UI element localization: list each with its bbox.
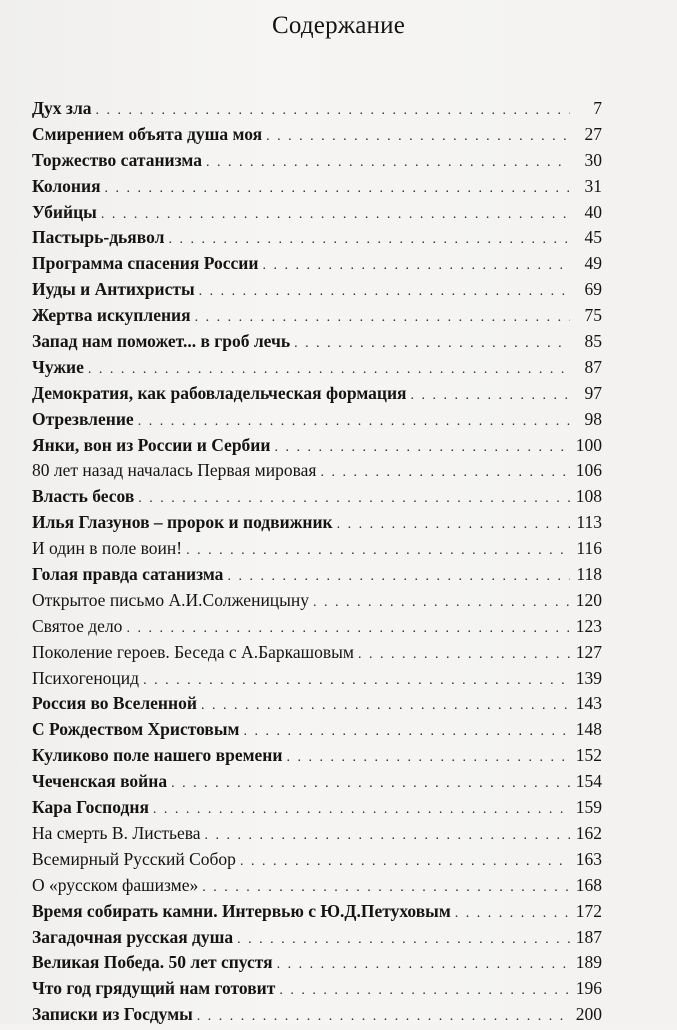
toc-entry <box>32 691 602 717</box>
toc-entry <box>32 588 602 614</box>
toc-entry-title: Чеченская война <box>32 771 168 792</box>
toc-entry <box>32 200 602 226</box>
dot-leader <box>227 564 570 590</box>
toc-entry <box>32 303 602 329</box>
dot-leader <box>88 357 570 383</box>
dot-leader <box>206 150 570 176</box>
toc-entry-page-number: 75 <box>584 305 602 326</box>
dot-leader <box>143 668 570 694</box>
toc-entry-title: Всемирный Русский Собор <box>32 848 236 869</box>
toc-entry <box>32 329 602 355</box>
toc-entry <box>32 666 602 692</box>
toc-entry-page-number: 162 <box>575 822 602 843</box>
toc-entry-page-number: 118 <box>576 564 602 585</box>
toc-entry-page-number: 108 <box>575 486 602 507</box>
toc-entry-title: С Рождеством Христовым <box>32 719 240 740</box>
toc-entry-title: Время собирать камни. Интервью с Ю.Д.Петуховым <box>32 900 451 921</box>
toc-entry-title: Власть бесов <box>32 486 135 507</box>
dot-leader <box>105 176 570 202</box>
dot-leader <box>101 202 570 228</box>
dot-leader <box>201 693 570 719</box>
toc-entry-title: Дух зла <box>32 98 92 118</box>
toc-entry-title: Отрезвление <box>32 408 134 429</box>
toc-entry <box>32 614 602 640</box>
dot-leader <box>96 98 570 124</box>
toc-entry-title: Психогеноцид <box>32 667 140 688</box>
toc-entry-title: Святое дело <box>32 615 123 636</box>
toc-entry-title: Смирением объята душа моя <box>32 123 263 144</box>
dot-leader <box>126 616 570 642</box>
toc-entry-page-number: 49 <box>584 253 602 274</box>
toc-entry <box>32 873 602 899</box>
toc-entry-title: Кара Господня <box>32 797 149 818</box>
toc-entry-page-number: 139 <box>575 667 602 688</box>
toc-entry <box>32 407 602 433</box>
dot-leader <box>313 590 570 616</box>
toc-entry <box>32 510 602 536</box>
toc-entry-page-number: 168 <box>575 874 602 895</box>
toc-entry-title: О «русском фашизме» <box>32 874 199 895</box>
dot-leader <box>337 512 570 538</box>
dot-leader <box>358 642 570 668</box>
toc-entry-page-number: 120 <box>575 589 602 610</box>
toc-entry <box>32 433 602 459</box>
toc-entry-title: Чужие <box>32 356 84 377</box>
toc-entry-title: Янки, вон из России и Сербии <box>32 434 271 455</box>
toc-entry-page-number: 30 <box>584 149 602 170</box>
dot-leader <box>455 901 570 927</box>
dot-leader <box>279 978 570 1004</box>
toc-entry <box>32 847 602 873</box>
toc-entry-title: Великая Победа. 50 лет спустя <box>32 952 273 973</box>
dot-leader <box>266 124 570 150</box>
dot-leader <box>153 797 570 823</box>
toc-entry-page-number: 45 <box>584 227 602 248</box>
toc-entry <box>32 251 602 277</box>
dot-leader <box>237 927 570 953</box>
toc-entry-title: Загадочная русская душа <box>32 926 234 947</box>
toc-entry-title: 80 лет назад началась Первая мировая <box>32 460 317 481</box>
toc-entry-page-number: 98 <box>584 408 602 429</box>
dot-leader <box>320 460 570 486</box>
toc-entry-title: Программа спасения России <box>32 253 259 274</box>
dot-leader <box>195 305 570 331</box>
toc-entry-title: И один в поле воин! <box>32 538 183 559</box>
toc-entry <box>32 821 602 847</box>
toc-entry <box>32 769 602 795</box>
toc-entry <box>32 122 602 148</box>
toc-entry-page-number: 113 <box>576 512 602 533</box>
dot-leader <box>277 952 570 978</box>
toc-entry-page-number: 69 <box>584 279 602 300</box>
dot-leader <box>138 486 570 512</box>
toc-entry-title: Иуды и Антихристы <box>32 279 195 300</box>
toc-entry-title: Торжество сатанизма <box>32 149 202 170</box>
toc-entry <box>32 484 602 510</box>
toc-entry <box>32 355 602 381</box>
toc-entry <box>32 950 602 976</box>
toc-entry-title: Илья Глазунов – пророк и подвижник <box>32 512 333 533</box>
toc-entry <box>32 976 602 1002</box>
toc-entry-title: Открытое письмо А.И.Солженицыну <box>32 589 310 610</box>
dot-leader <box>197 1004 570 1030</box>
dot-leader <box>138 409 570 435</box>
toc-entry-page-number: 97 <box>584 382 602 403</box>
toc-entry <box>32 1002 602 1028</box>
dot-leader <box>202 875 570 901</box>
toc-entry-page-number: 159 <box>575 797 602 818</box>
toc-entry <box>32 458 602 484</box>
toc-entry-page-number: 31 <box>584 175 602 196</box>
toc-entry-title: Поколение героев. Беседа с А.Баркашовым <box>32 641 354 662</box>
toc-entry-page-number: 123 <box>575 615 602 636</box>
dot-leader <box>186 538 570 564</box>
toc-entry <box>32 536 602 562</box>
toc-entry <box>32 899 602 925</box>
toc-entry-page-number: 163 <box>575 848 602 869</box>
toc-entry-page-number: 116 <box>576 538 602 559</box>
toc-entry <box>32 381 602 407</box>
toc-entry <box>32 277 602 303</box>
toc-entry-page-number: 154 <box>575 771 602 792</box>
toc-entry-page-number: 40 <box>584 201 602 222</box>
toc-entry <box>32 743 602 769</box>
toc-entry-title: Жертва искупления <box>32 305 191 326</box>
toc-entry-title: Колония <box>32 175 101 196</box>
dot-leader <box>294 331 570 357</box>
toc-entry-page-number: 106 <box>575 460 602 481</box>
toc-entry-title: На смерть В. Листьева <box>32 822 201 843</box>
toc-entry-title: Пастырь-дьявол <box>32 227 165 248</box>
toc-entry <box>32 717 602 743</box>
toc-entry-title: Убийцы <box>32 201 97 222</box>
toc-entry-page-number: 172 <box>575 900 602 921</box>
dot-leader <box>205 823 570 849</box>
dot-leader <box>199 279 570 305</box>
toc-entry <box>32 925 602 951</box>
toc-entry-title: Россия во Вселенной <box>32 693 197 714</box>
dot-leader <box>286 745 570 771</box>
dot-leader <box>168 227 570 253</box>
toc-entry-page-number: 87 <box>584 356 602 377</box>
toc-entry-page-number: 152 <box>575 745 602 766</box>
toc-entry-page-number: 189 <box>575 952 602 973</box>
toc-entry <box>32 640 602 666</box>
table-of-contents <box>32 96 602 1028</box>
toc-entry-page-number: 200 <box>575 1004 602 1025</box>
toc-entry-title: Куликово поле нашего времени <box>32 745 283 766</box>
dot-leader <box>262 253 570 279</box>
toc-entry <box>32 795 602 821</box>
toc-entry-title: Демократия, как рабовладельческая формация <box>32 382 407 403</box>
dot-leader <box>240 849 570 875</box>
dot-leader <box>171 771 570 797</box>
toc-entry <box>32 174 602 200</box>
toc-entry-title: Что год грядущий нам готовит <box>32 978 276 999</box>
toc-entry-page-number: 27 <box>584 123 602 144</box>
toc-entry-page-number: 85 <box>584 331 602 352</box>
toc-entry-title: Запад нам поможет... в гроб лечь <box>32 331 291 352</box>
toc-entry-page-number: 148 <box>575 719 602 740</box>
dot-leader <box>243 719 570 745</box>
toc-entry <box>32 562 602 588</box>
toc-entry-page-number: 196 <box>575 978 602 999</box>
toc-entry-title: Записки из Госдумы <box>32 1004 193 1025</box>
page-title: Содержание <box>272 12 405 39</box>
toc-entry-title: Голая правда сатанизма <box>32 564 224 585</box>
toc-entry-page-number: 7 <box>593 98 602 118</box>
dot-leader <box>411 383 571 409</box>
dot-leader <box>274 435 570 461</box>
toc-entry <box>32 96 602 122</box>
toc-entry-page-number: 127 <box>575 641 602 662</box>
toc-entry <box>32 148 602 174</box>
toc-entry-page-number: 187 <box>575 926 602 947</box>
toc-entry <box>32 225 602 251</box>
toc-entry-page-number: 100 <box>575 434 602 455</box>
toc-entry-page-number: 143 <box>575 693 602 714</box>
